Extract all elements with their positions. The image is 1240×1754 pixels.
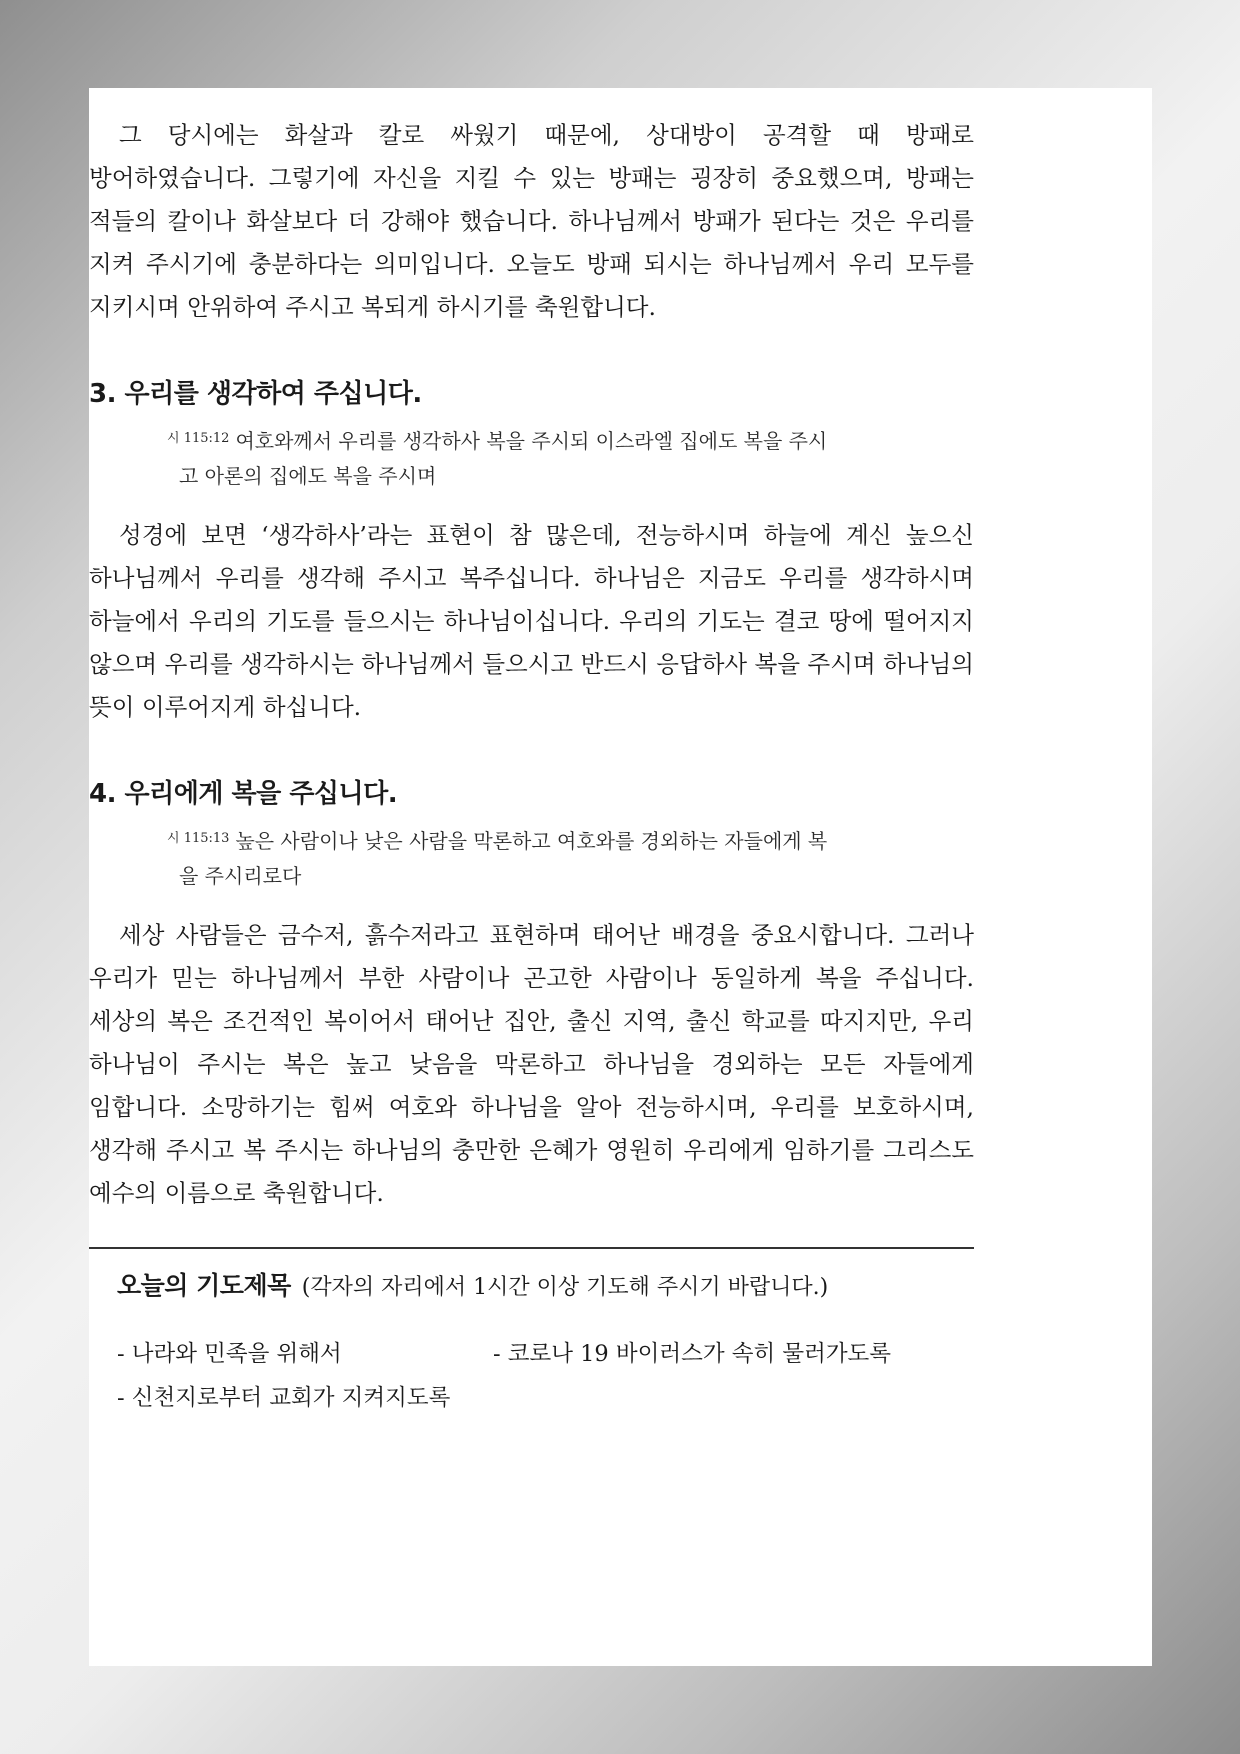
prayer-item: - 신천지로부터 교회가 지켜지도록 — [117, 1385, 451, 1411]
section-3-paragraph: 성경에 보면 ‘생각하사’라는 표현이 참 많은데, 전능하시며 하늘에 계신 높으신 하나님께서 우리를 생각해 주시고 복주십니다. 하나님은 지금도 우리를 생각하시며 하늘에서 우리의 기도를 들으시는 하나님이십니다. 우리의 기도는 결코 땅에 떨어지지 않으며 우리를 생각하시는 하나님께서 들으시고 반드시 응답하사 복을 주시며 하나님의 뜻이 이루어지게 하십니다. — [89, 521, 974, 721]
prayer-list — [117, 1333, 974, 1419]
prayer-title-main: 오늘의 기도제목 — [117, 1271, 291, 1300]
prayer-title — [117, 1267, 974, 1307]
verse-reference: 시 115:12 — [167, 431, 230, 446]
section-3-verse — [167, 421, 898, 494]
section-4-paragraph: 세상 사람들은 금수저, 흙수저라고 표현하며 태어난 배경을 중요시합니다. 그러나 우리가 믿는 하나님께서 부한 사람이나 곤고한 사람이나 동일하게 복을 주십니다. 세상의 복은 조건적인 복이어서 태어난 집안, 출신 지역, 출신 학교를 따지지만, 우리 하나님이 주시는 복은 높고 낮음을 막론하고 하나님을 경외하는 모든 자들에게 임합니다. 소망하기는 힘써 여호와 하나님을 알아 전능하시며, 우리를 보호하시며, 생각해 주시고 복 주시는 하나님의 충만한 은혜가 영원히 우리에게 임하기를 그리스도 예수의 이름으로 축원합니다. — [89, 921, 974, 1207]
verse-reference: 시 115:13 — [167, 831, 230, 846]
section-4-verse — [167, 821, 898, 894]
section-divider — [89, 1247, 974, 1249]
page-content — [89, 114, 974, 1419]
intro-paragraph: 그 당시에는 화살과 칼로 싸웠기 때문에, 상대방이 공격할 때 방패로 방어하였습니다. 그렇기에 자신을 지킬 수 있는 방패는 굉장히 중요했으며, 방패는 적들의 칼이나 화살보다 더 강해야 했습니다. 하나님께서 방패가 된다는 것은 우리를 지켜 주시기에 충분하다는 의미입니다. 오늘도 방패 되시는 하나님께서 우리 모두를 지키시며 안위하여 주시고 복되게 하시기를 축원합니다. — [89, 121, 974, 321]
section-4-heading: 4. 우리에게 복을 주십니다. — [89, 779, 398, 809]
section-3-heading: 3. 우리를 생각하여 주십니다. — [89, 379, 422, 409]
verse-text-line-1: 높은 사람이나 낮은 사람을 막론하고 여호와를 경외하는 자들에게 복 — [235, 829, 828, 853]
verse-text-line-2: 고 아론의 집에도 복을 주시며 — [179, 464, 437, 488]
prayer-item: - 코로나 19 바이러스가 속히 물러가도록 — [493, 1341, 892, 1367]
verse-text-line-1: 여호와께서 우리를 생각하사 복을 주시되 이스라엘 집에도 복을 주시 — [235, 429, 828, 453]
prayer-item: - 나라와 민족을 위해서 — [117, 1341, 342, 1367]
verse-text-line-2: 을 주시리로다 — [179, 864, 302, 888]
prayer-title-note: (각자의 자리에서 1시간 이상 기도해 주시기 바랍니다.) — [301, 1275, 829, 1300]
